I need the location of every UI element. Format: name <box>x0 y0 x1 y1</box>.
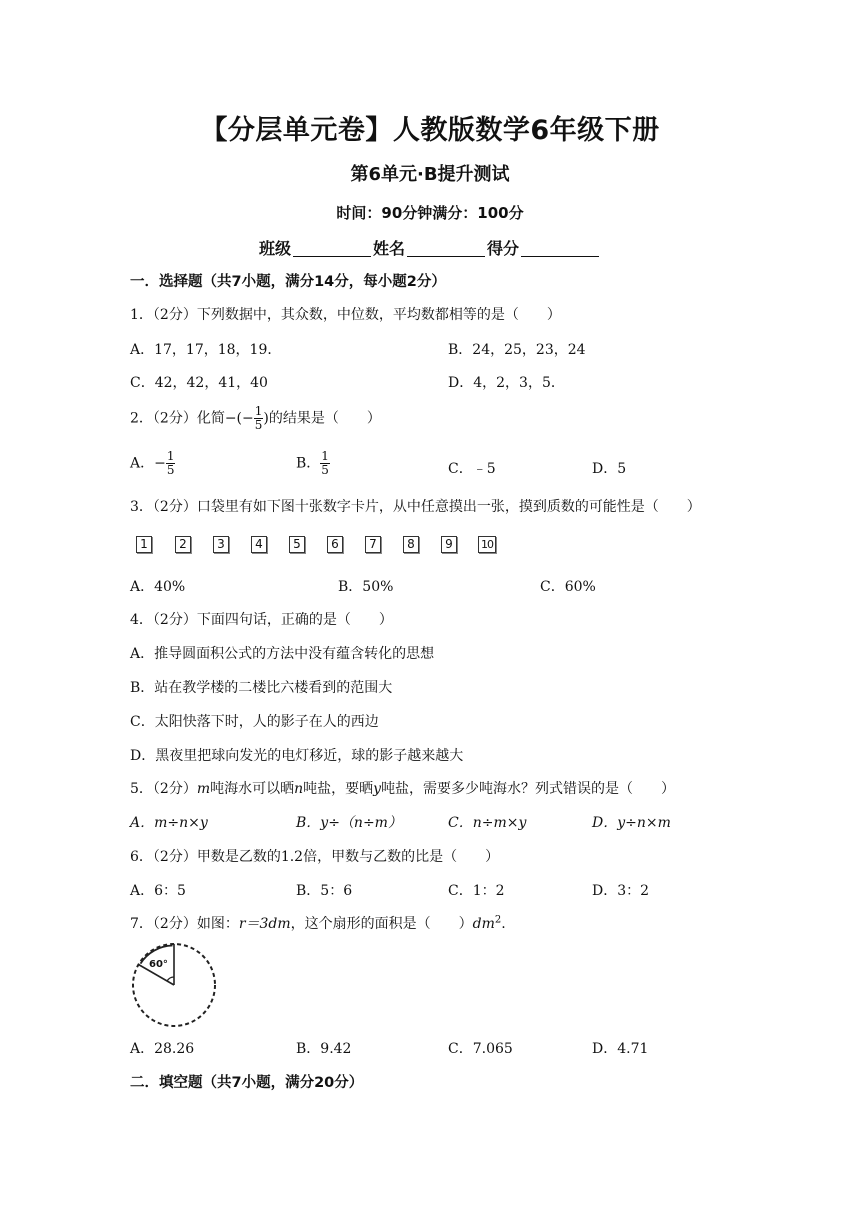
page-subtitle: 第6单元·B提升测试 <box>350 164 510 185</box>
number-card-1: 1 <box>136 536 152 553</box>
fraction-numerator: 1 <box>166 449 175 463</box>
number-card-8: 8 <box>403 536 419 553</box>
question-3-option-c: C．60% <box>540 579 596 595</box>
area-unit: dm <box>472 916 495 932</box>
number-card-10: 10 <box>478 536 496 553</box>
question-7-period: . <box>501 916 506 932</box>
score-blank <box>521 240 599 257</box>
question-5-stem-part: 5．（2分） <box>130 781 197 797</box>
question-7-option-b: B．9.42 <box>296 1041 352 1057</box>
name-label: 姓名 <box>372 239 405 258</box>
student-info-line <box>0 236 860 259</box>
angle-label: 60° <box>149 959 168 970</box>
question-2-stem-suffix: )的结果是（ ） <box>263 410 381 427</box>
question-1-option-b: B．24，25，23，24 <box>448 342 586 358</box>
page-title: 【分层单元卷】人教版数学6年级下册 <box>200 115 660 146</box>
question-1-option-c: C．42，42，41，40 <box>130 375 268 391</box>
name-blank <box>407 240 485 257</box>
sector-figure <box>128 940 224 1028</box>
question-6-stem: 6．（2分）甲数是乙数的1.2倍，甲数与乙数的比是（ ） <box>130 849 500 865</box>
number-card-2: 2 <box>175 536 191 553</box>
question-2-option-c: C．﹣5 <box>448 461 496 477</box>
question-4-option-b: B．站在教学楼的二楼比六楼看到的范围大 <box>130 680 393 696</box>
question-7-stem-part: ，这个扇形的面积是（ ） <box>290 916 473 932</box>
question-5-option-b: B．y÷（n÷m） <box>296 815 402 831</box>
fraction-denominator: 5 <box>166 463 175 477</box>
question-2-fraction <box>254 405 264 432</box>
time-score-line: 时间：90分钟满分：100分 <box>336 204 524 222</box>
number-card-9: 9 <box>441 536 457 553</box>
question-5-option-c: C．n÷m×y <box>448 815 527 831</box>
section-heading-fill-in: 二．填空题（共7小题，满分20分） <box>130 1075 364 1091</box>
section-heading-choice: 一．选择题（共7小题，满分14分，每小题2分） <box>130 274 446 290</box>
question-2-neg-sign: − <box>242 410 254 427</box>
question-1-option-d: D．4，2，3，5． <box>448 375 565 391</box>
fraction-numerator: 1 <box>321 449 329 463</box>
question-2-option-d: D．5 <box>592 461 627 477</box>
question-6-option-b: B．5：6 <box>296 883 353 899</box>
variable-y: y <box>373 781 382 797</box>
question-5-option-d: D．y÷n×m <box>592 815 671 831</box>
question-5-stem-part: 吨盐，需要多少吨海水？列式错误的是（ ） <box>381 781 676 797</box>
question-2-stem-prefix: 2．（2分）化简−( <box>130 410 243 427</box>
question-6-option-c: C．1：2 <box>448 883 505 899</box>
option-a-prefix: A．− <box>130 455 166 472</box>
question-7-option-c: C．7.065 <box>448 1041 513 1057</box>
question-5-stem-part: 吨盐，要晒 <box>303 781 374 797</box>
question-5-option-a: A．m÷n×y <box>130 815 208 831</box>
number-card-3: 3 <box>213 536 229 553</box>
number-card-5: 5 <box>289 536 305 553</box>
angle-mark <box>167 977 174 981</box>
fraction-denominator: 5 <box>254 418 263 432</box>
question-7-option-d: D．4.71 <box>592 1041 649 1057</box>
fraction-denominator: 5 <box>321 463 329 477</box>
question-6-option-d: D．3：2 <box>592 883 650 899</box>
score-label: 得分 <box>487 239 520 258</box>
option-b-prefix: B． <box>296 455 321 472</box>
number-card-6: 6 <box>327 536 343 553</box>
question-4-option-a: A．推导圆面积公式的方法中没有蕴含转化的思想 <box>130 646 435 662</box>
question-2-option-a <box>130 450 175 477</box>
number-card-7: 7 <box>365 536 381 553</box>
question-6-option-a: A．6：5 <box>130 883 186 899</box>
question-4-option-c: C．太阳快落下时，人的影子在人的西边 <box>130 714 379 730</box>
question-5-stem-part: 吨海水可以晒 <box>210 781 295 797</box>
question-1-option-a: A．17，17，18，19． <box>130 342 282 358</box>
number-card-4: 4 <box>251 536 267 553</box>
variable-n: n <box>294 781 304 797</box>
question-4-stem: 4．（2分）下面四句话，正确的是（ ） <box>130 612 393 628</box>
class-label: 班级 <box>258 239 291 258</box>
class-blank <box>293 240 371 257</box>
question-3-option-a: A．40% <box>130 579 186 595</box>
option-a-fraction <box>166 450 176 477</box>
question-2-option-b <box>296 450 330 477</box>
question-5-stem <box>130 778 675 798</box>
variable-m: m <box>196 781 211 797</box>
question-7-stem-part: 7．（2分）如图： <box>130 916 239 932</box>
question-3-stem: 3．（2分）口袋里有如下图十张数字卡片，从中任意摸出一张，摸到质数的可能性是（ ） <box>130 499 701 515</box>
radius-expression: r＝3dm <box>238 916 291 932</box>
option-b-fraction <box>320 450 330 477</box>
question-7-option-a: A．28.26 <box>130 1041 195 1057</box>
question-1-stem: 1．（2分）下列数据中，其众数，中位数，平均数都相等的是（ ） <box>130 307 561 323</box>
question-4-option-d: D．黑夜里把球向发光的电灯移近，球的影子越来越大 <box>130 748 464 764</box>
fraction-numerator: 1 <box>254 404 263 418</box>
question-7-stem <box>130 913 506 933</box>
question-2-stem <box>130 405 381 432</box>
area-unit-exponent: 2 <box>494 914 502 926</box>
question-3-option-b: B．50% <box>338 579 394 595</box>
